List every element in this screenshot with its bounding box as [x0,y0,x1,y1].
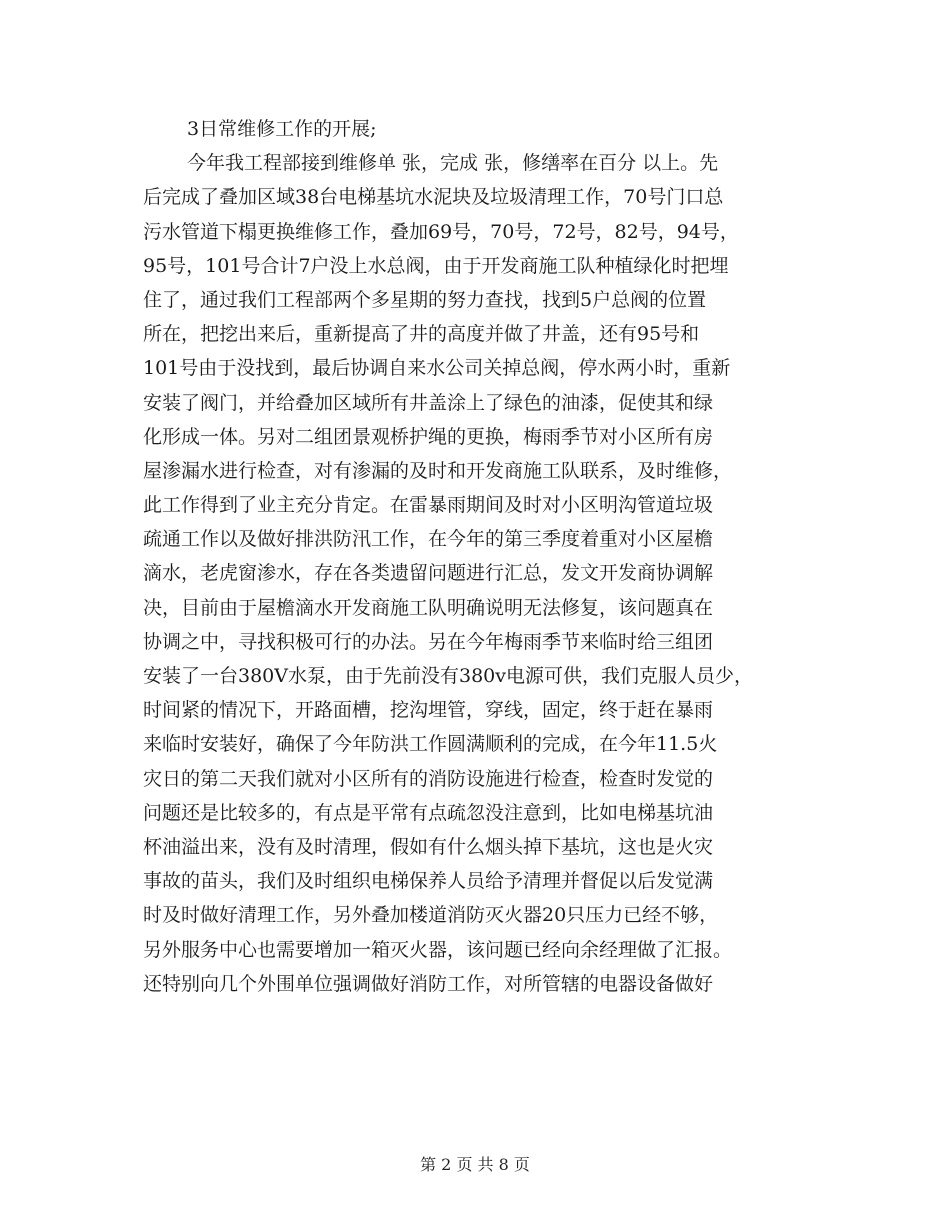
paragraph-line: 化形成一体。另对二组团景观桥护绳的更换，梅雨季节对小区所有房 [143,425,714,448]
paragraph-line: 时及时做好清理工作，另外叠加楼道消防灭火器20只压力已经不够， [143,904,719,927]
paragraph-line: 安装了阀门，并给叠加区域所有井盖涂上了绿色的油漆，促使其和绿 [143,391,714,414]
section-heading: 3日常维修工作的开展; [187,118,377,140]
paragraph-line: 时间紧的情况下，开路面槽，挖沟埋管，穿线，固定，终于赶在暴雨 [143,699,714,722]
paragraph-line: 问题还是比较多的，有点是平常有点疏忽没注意到，比如电梯基坑油 [143,801,714,824]
paragraph-line: 此工作得到了业主充分肯定。在雷暴雨期间及时对小区明沟管道垃圾 [143,494,714,517]
paragraph-line: 住了，通过我们工程部两个多星期的努力查找，找到5户总阀的位置 [143,288,707,311]
paragraph-line: 协调之中，寻找积极可行的办法。另在今年梅雨季节来临时给三组团 [143,630,714,653]
paragraph-line: 屋渗漏水进行检查，对有渗漏的及时和开发商施工队联系，及时维修， [143,459,733,482]
paragraph-line: 安装了一台380V水泵，由于先前没有380v电源可供，我们克服人员少， [143,665,753,687]
paragraph-line: 滴水，老虎窗渗水，存在各类遗留问题进行汇总，发文开发商协调解 [143,562,714,585]
paragraph-line: 灾日的第二天我们就对小区所有的消防设施进行检查，检查时发觉的 [143,767,714,790]
paragraph-line: 决，目前由于屋檐滴水开发商施工队明确说明无法修复，该问题真在 [143,596,714,619]
paragraph-line: 杯油溢出来，没有及时清理，假如有什么烟头掉下基坑，这也是火灾 [143,835,714,858]
paragraph-line: 后完成了叠加区域38台电梯基坑水泥块及垃圾清理工作，70号门口总 [143,186,724,209]
paragraph-line: 所在，把挖出来后，重新提高了井的高度并做了井盖，还有95号和 [143,323,700,346]
paragraph-line: 今年我工程部接到维修单 张，完成 张，修缮率在百分 以上。先 [187,152,719,175]
paragraph-line: 另外服务中心也需要增加一箱灭火器，该问题已经向余经理做了汇报。 [143,938,733,961]
page-number-footer: 第 2 页 共 8 页 [420,1155,530,1174]
paragraph-line: 95号，101号合计7户没上水总阀，由于开发商施工队种植绿化时把埋 [143,254,729,277]
paragraph-line: 污水管道下榻更换维修工作，叠加69号，70号，72号，82号，94号， [143,220,739,243]
paragraph-line: 事故的苗头，我们及时组织电梯保养人员给予清理并督促以后发觉满 [143,870,714,893]
paragraph-line: 还特别向几个外围单位强调做好消防工作，对所管辖的电器设备做好 [143,972,714,995]
document-body [143,112,833,1001]
paragraph-line: 101号由于没找到，最后协调自来水公司关掉总阀，停水两小时，重新 [143,357,731,380]
paragraph-line: 来临时安装好，确保了今年防洪工作圆满顺利的完成，在今年11.5火 [143,733,718,756]
paragraph-line: 疏通工作以及做好排洪防汛工作，在今年的第三季度着重对小区屋檐 [143,528,714,551]
